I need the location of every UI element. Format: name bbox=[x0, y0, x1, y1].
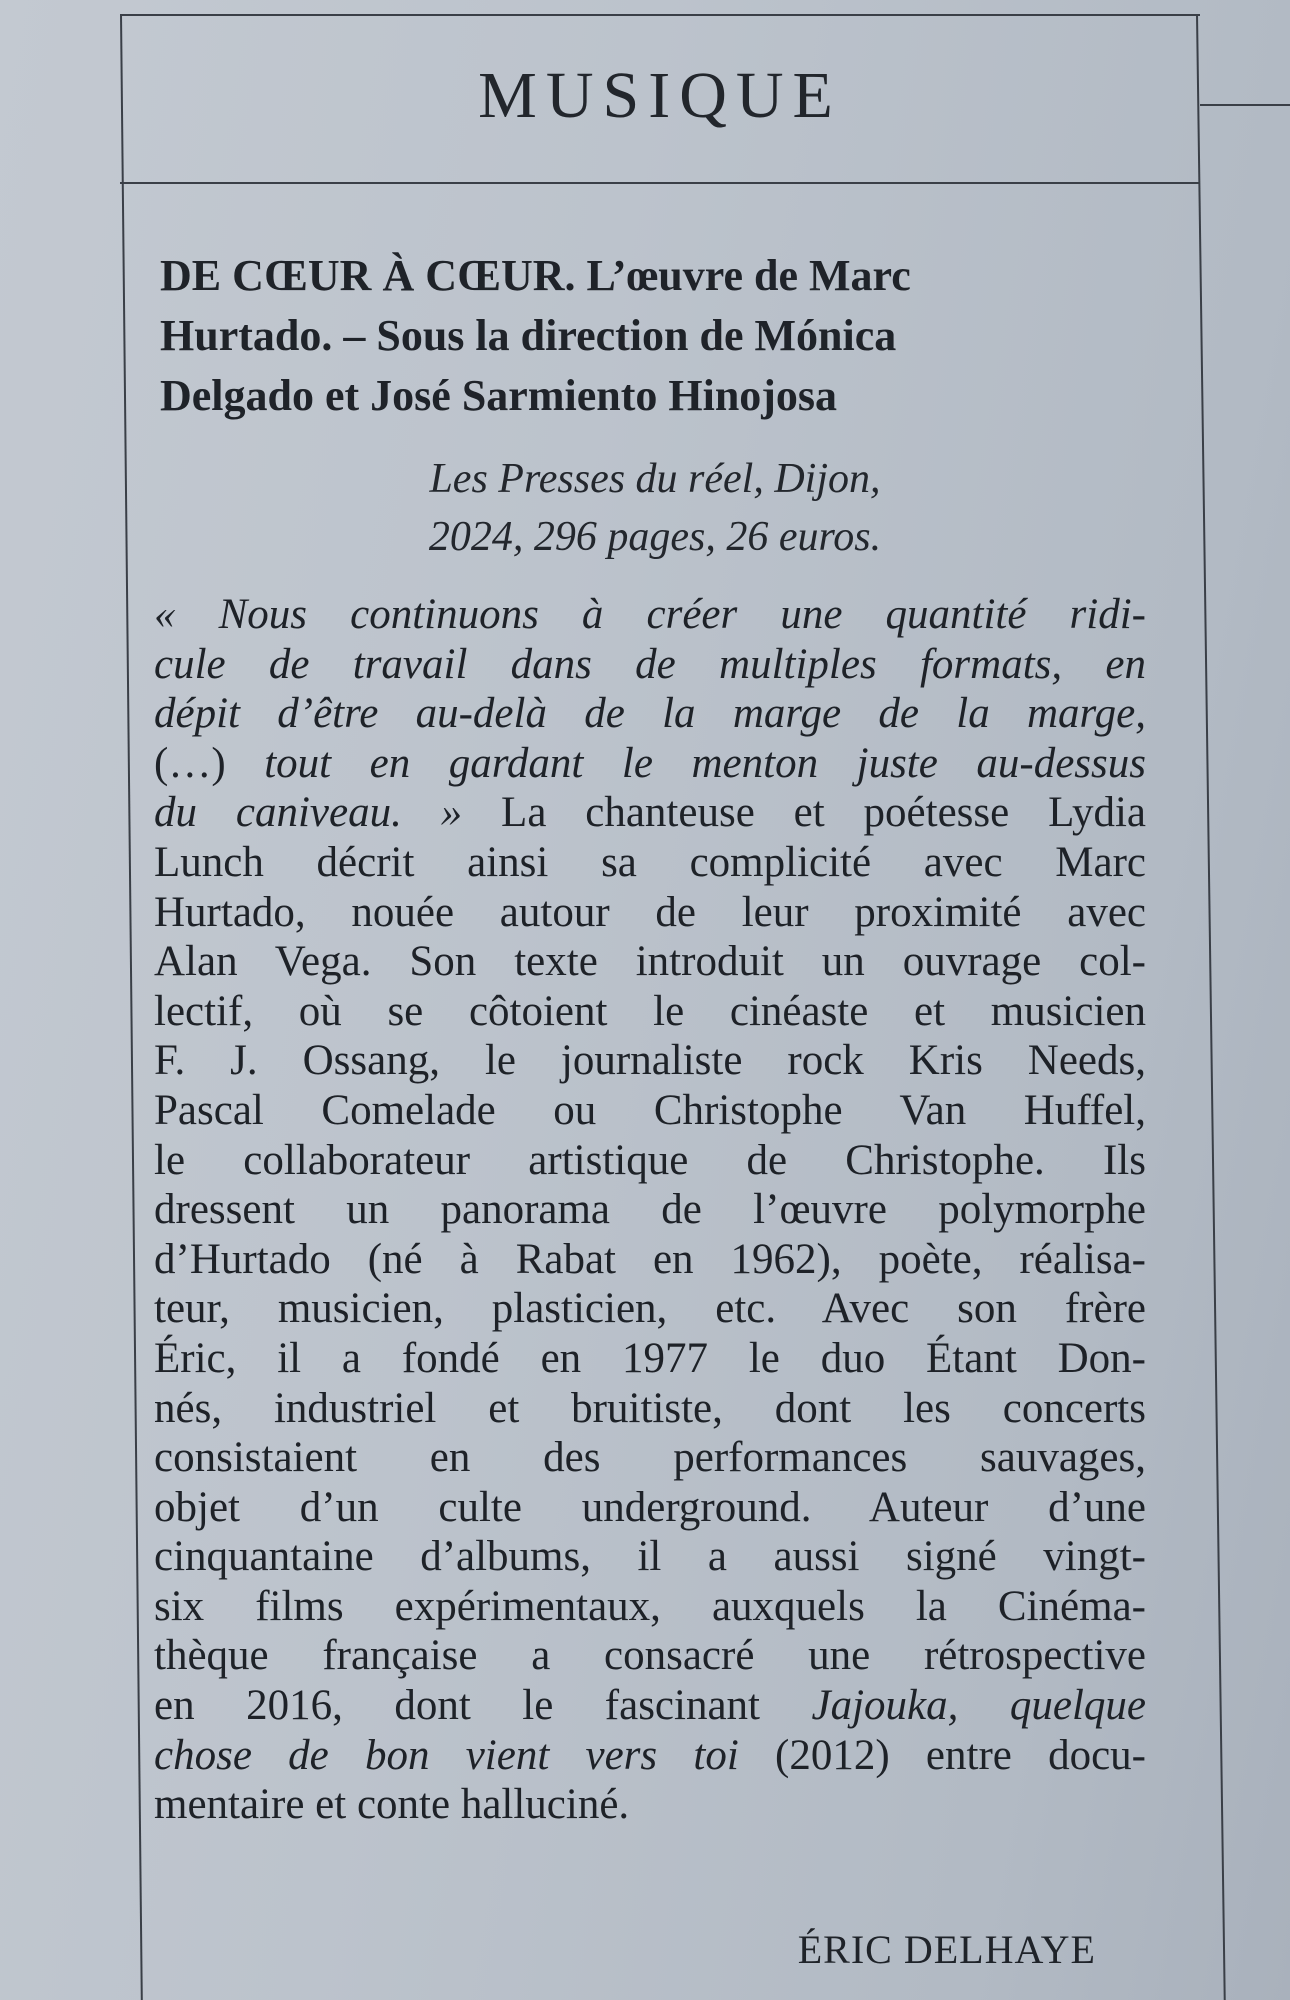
text-run: dressent un panorama de l’œuvre polymorphe bbox=[154, 1186, 1146, 1234]
text-run: d’Hurtado (né à Rabat en 1962), poète, réalisa- bbox=[154, 1235, 1146, 1283]
body-line bbox=[154, 1036, 1146, 1086]
text-run: Alan Vega. Son texte introduit un ouvrage col- bbox=[154, 938, 1146, 986]
body-line bbox=[154, 1532, 1146, 1582]
body-line bbox=[154, 640, 1146, 690]
body-line bbox=[154, 1136, 1146, 1186]
title-line: DE CŒUR À CŒUR. L’œuvre de Marc bbox=[160, 251, 911, 300]
text-run: lectif, où se côtoient le cinéaste et musicien bbox=[154, 987, 1146, 1035]
review-body bbox=[154, 590, 1146, 1830]
body-line bbox=[154, 1235, 1146, 1285]
body-line bbox=[154, 739, 1146, 789]
review-title bbox=[160, 246, 1150, 426]
body-line bbox=[154, 888, 1146, 938]
text-run: en 2016, dont le fascinant bbox=[154, 1682, 812, 1730]
text-run: Pascal Comelade ou Christophe Van Huffel, bbox=[154, 1086, 1146, 1134]
text-run: le collaborateur artistique de Christophe. Ils bbox=[154, 1136, 1146, 1184]
publication-line: Les Presses du réel, Dijon, bbox=[429, 456, 881, 502]
body-line bbox=[154, 838, 1146, 888]
italic-run: du caniveau. » bbox=[154, 789, 502, 837]
text-run: mentaire et conte halluciné. bbox=[154, 1781, 630, 1829]
text-run: cinquantaine d’albums, il a aussi signé vingt- bbox=[154, 1533, 1146, 1581]
italic-run: tout en gardant le menton juste au-dessus bbox=[264, 739, 1146, 787]
text-run: (2012) entre docu- bbox=[775, 1731, 1146, 1779]
section-heading: MUSIQUE bbox=[478, 59, 842, 132]
text-run: F. J. Ossang, le journaliste rock Kris Needs, bbox=[154, 1037, 1146, 1085]
text-run: nés, industriel et bruitiste, dont les concerts bbox=[154, 1384, 1146, 1432]
italic-run: chose de bon vient vers toi bbox=[154, 1731, 776, 1779]
body-line bbox=[154, 1384, 1146, 1434]
italic-run: « Nous continuons à créer une quantité ridi- bbox=[154, 591, 1146, 638]
text-run: Hurtado, nouée autour de leur proximité avec bbox=[154, 888, 1146, 936]
top-rule bbox=[120, 14, 1200, 16]
italic-run: dépit d’être au-delà de la marge de la marge, bbox=[154, 690, 1146, 738]
body-line bbox=[154, 987, 1146, 1037]
body-line bbox=[154, 590, 1146, 640]
body-line bbox=[154, 937, 1146, 987]
body-line bbox=[154, 1185, 1146, 1235]
text-run: (…) bbox=[154, 739, 265, 787]
body-line bbox=[154, 1334, 1146, 1384]
body-line bbox=[154, 1631, 1146, 1681]
outer-rule bbox=[1200, 104, 1290, 106]
body-line bbox=[154, 1086, 1146, 1136]
heading-rule bbox=[120, 182, 1200, 184]
publication-line: 2024, 296 pages, 26 euros. bbox=[428, 514, 882, 560]
publication-info bbox=[160, 450, 1150, 566]
text-run: teur, musicien, plasticien, etc. Avec son frère bbox=[154, 1285, 1146, 1333]
text-run: Lunch décrit ainsi sa complicité avec Marc bbox=[154, 838, 1146, 886]
text-run: Éric, il a fondé en 1977 le duo Étant Don- bbox=[154, 1334, 1146, 1382]
body-line bbox=[154, 1731, 1146, 1781]
author-signature: ÉRIC DELHAYE bbox=[797, 1927, 1096, 1972]
italic-run: cule de travail dans de multiples formats, en bbox=[154, 640, 1146, 688]
body-line bbox=[154, 1780, 1146, 1830]
body-line bbox=[154, 1433, 1146, 1483]
title-line: Hurtado. – Sous la direction de Mónica bbox=[160, 311, 897, 360]
body-line bbox=[154, 1582, 1146, 1632]
text-run: consistaient en des performances sauvages, bbox=[154, 1434, 1146, 1482]
italic-run: Jajouka, quelque bbox=[811, 1682, 1146, 1730]
text-run: objet d’un culte underground. Auteur d’une bbox=[154, 1483, 1146, 1531]
title-line: Delgado et José Sarmiento Hinojosa bbox=[160, 371, 838, 420]
text-run: thèque française a consacré une rétrospective bbox=[154, 1632, 1146, 1680]
right-rule bbox=[1196, 14, 1226, 2000]
body-line bbox=[154, 1681, 1146, 1731]
text-run: six films expérimentaux, auxquels la Cinéma- bbox=[154, 1582, 1146, 1630]
body-line bbox=[154, 788, 1146, 838]
left-rule bbox=[120, 14, 143, 2000]
body-line bbox=[154, 689, 1146, 739]
text-run: La chanteuse et poétesse Lydia bbox=[501, 789, 1146, 837]
body-line bbox=[154, 1483, 1146, 1533]
body-line bbox=[154, 1284, 1146, 1334]
